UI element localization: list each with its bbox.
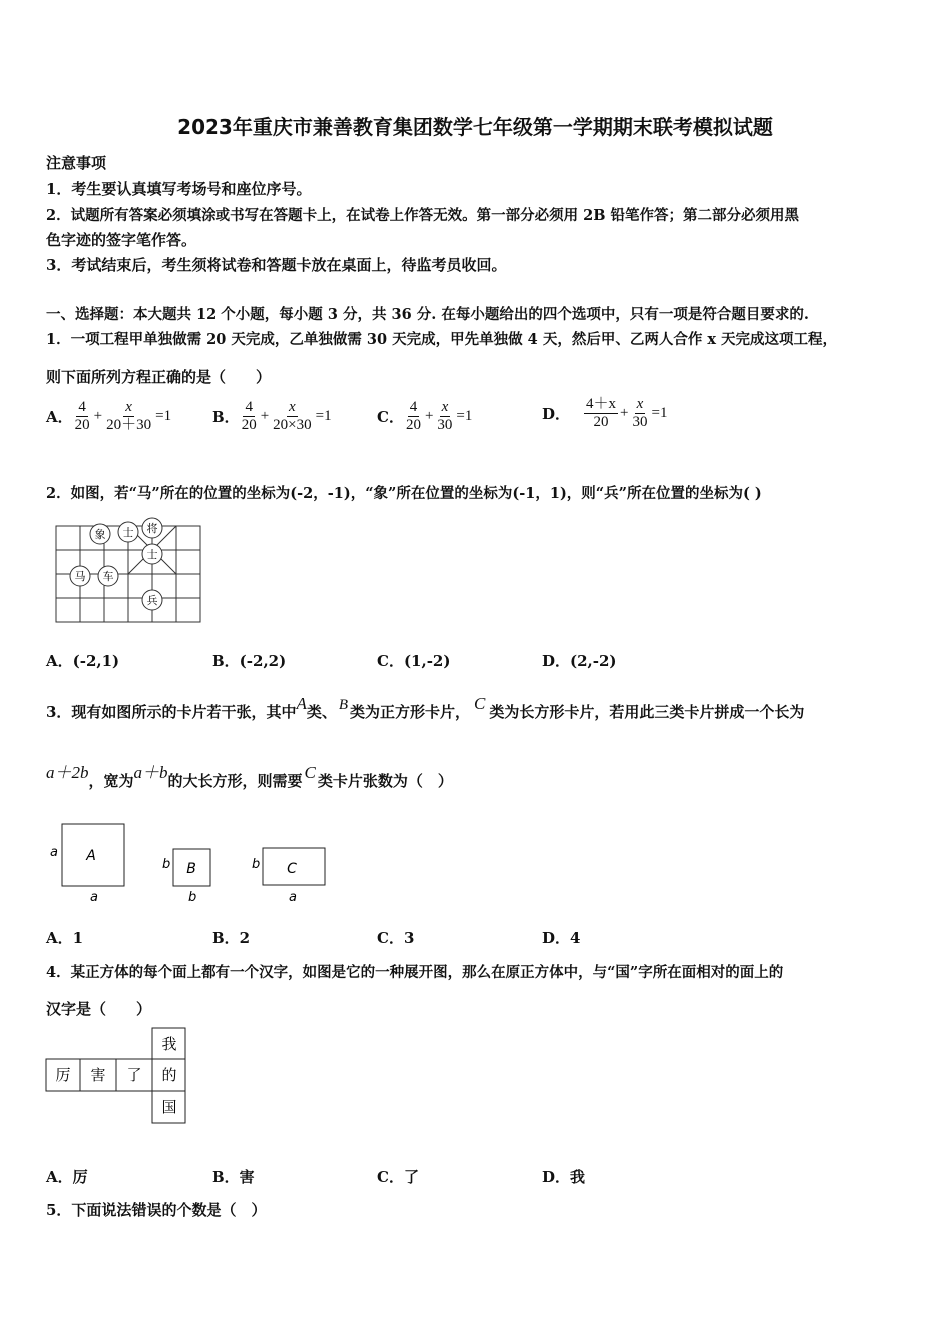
math-expr: a＋2b bbox=[46, 763, 89, 782]
q4-option-c[interactable]: C．了 bbox=[377, 1168, 419, 1186]
q3-stem bbox=[46, 684, 804, 732]
numerator: x bbox=[635, 396, 646, 414]
card-a bbox=[50, 824, 124, 905]
q4-option-b[interactable]: B．害 bbox=[212, 1168, 255, 1186]
numerator: 4 bbox=[408, 399, 420, 417]
chess-piece-bing bbox=[142, 590, 162, 610]
q3-text: 类为长方形卡片，若用此三类卡片拼成一个长为 bbox=[489, 703, 805, 721]
q3-option-d[interactable]: D．4 bbox=[542, 929, 581, 947]
chess-piece-shi bbox=[118, 522, 138, 542]
q3-text: 类卡片张数为（ ） bbox=[317, 772, 453, 790]
cube-net-figure bbox=[44, 1026, 194, 1126]
notice-item-2: 2．试题所有答案必须填涂或书写在答题卡上，在试卷上作答无效。第一部分必须用 2B 铅笔作答；第二部分必须用黑 bbox=[46, 207, 800, 224]
side-label: a bbox=[90, 890, 98, 905]
side-label: a bbox=[289, 890, 297, 905]
fraction bbox=[104, 399, 153, 435]
fraction bbox=[240, 399, 259, 435]
plus-sign: + bbox=[260, 408, 270, 425]
numerator: 4 bbox=[243, 399, 255, 417]
equals-one: =1 bbox=[651, 405, 668, 422]
equals-one: =1 bbox=[155, 408, 172, 425]
piece-label: 士 bbox=[146, 548, 158, 561]
math-var: A bbox=[296, 694, 307, 713]
notice-heading: 注意事项 bbox=[46, 154, 107, 172]
chess-piece-ma bbox=[70, 566, 90, 586]
chess-piece-che bbox=[98, 566, 118, 586]
numerator: x bbox=[287, 399, 298, 417]
math-var: C bbox=[304, 763, 316, 782]
card-b bbox=[162, 849, 210, 905]
denominator: 20×30 bbox=[273, 417, 312, 434]
q2-option-a[interactable]: A．(-2,1) bbox=[46, 652, 120, 670]
numerator: x bbox=[440, 399, 451, 417]
fraction bbox=[271, 399, 313, 435]
q5-stem: 5．下面说法错误的个数是（ ） bbox=[46, 1201, 267, 1219]
side-label: a bbox=[50, 845, 58, 860]
equals-one: =1 bbox=[456, 408, 473, 425]
denominator: 30 bbox=[437, 417, 453, 434]
option-label: B． bbox=[212, 408, 240, 427]
option-label: A． bbox=[46, 408, 73, 427]
q2-option-c[interactable]: C．(1,-2) bbox=[377, 652, 451, 670]
piece-label: 车 bbox=[102, 570, 114, 583]
piece-label: 将 bbox=[146, 522, 158, 535]
denominator: 30 bbox=[632, 414, 648, 431]
q3-text: ，宽为 bbox=[88, 772, 134, 790]
q3-text: 的大长方形，则需要 bbox=[167, 772, 303, 790]
plus-sign: + bbox=[620, 405, 629, 422]
q3-text: 3．现有如图所示的卡片若干张，其中 bbox=[46, 703, 297, 721]
piece-label: 马 bbox=[74, 570, 86, 583]
q1-stem: 1．一项工程甲单独做需 20 天完成，乙单独做需 30 天完成，甲先单独做 4 天，然后甲、乙两人合作 x 天完成这项工程， bbox=[46, 331, 838, 348]
side-label: b bbox=[252, 857, 261, 872]
numerator: x bbox=[123, 399, 134, 417]
q1-option-c[interactable] bbox=[377, 399, 474, 435]
q3-stem-cont bbox=[46, 753, 453, 801]
chess-piece-jiang bbox=[142, 518, 162, 538]
q4-stem-cont: 汉字是（ ） bbox=[46, 1000, 152, 1018]
section-heading: 一、选择题：本大题共 12 个小题，每小题 3 分，共 36 分. 在每小题给出的四个选项中，只有一项是符合题目要求的. bbox=[46, 306, 809, 323]
q3-option-b[interactable]: B．2 bbox=[212, 929, 251, 947]
chessboard-figure bbox=[52, 516, 204, 628]
q1-option-d[interactable] bbox=[542, 396, 669, 432]
q4-stem: 4．某正方体的每个面上都有一个汉字，如图是它的一种展开图，那么在原正方体中，与“国”字所在面相对的面上的 bbox=[46, 964, 784, 981]
q1-option-b[interactable] bbox=[212, 399, 334, 435]
denominator: 20 bbox=[241, 417, 257, 434]
side-label: b bbox=[188, 890, 197, 905]
q4-option-d[interactable]: D．我 bbox=[542, 1168, 586, 1186]
math-expr: a＋b bbox=[133, 763, 168, 782]
chess-piece-shi bbox=[142, 544, 162, 564]
card-c bbox=[252, 848, 325, 905]
plus-sign: + bbox=[424, 408, 434, 425]
q1-stem-cont: 则下面所列方程正确的是（ ） bbox=[46, 368, 272, 386]
chess-piece-xiang bbox=[90, 524, 110, 544]
math-var: B bbox=[338, 697, 349, 713]
piece-label: 士 bbox=[122, 526, 134, 539]
net-cell-guo: 国 bbox=[161, 1098, 177, 1116]
notice-item-2-cont: 色字迹的签字笔作答。 bbox=[46, 231, 197, 249]
q3-text: 类、 bbox=[306, 703, 337, 721]
numerator: 4＋x bbox=[584, 396, 618, 414]
card-label: A bbox=[86, 848, 96, 864]
denominator: 20 bbox=[74, 417, 90, 434]
plus-sign: + bbox=[93, 408, 103, 425]
fraction bbox=[631, 396, 650, 432]
numerator: 4 bbox=[76, 399, 88, 417]
net-cell-hai: 害 bbox=[90, 1066, 106, 1084]
q4-option-a[interactable]: A．厉 bbox=[46, 1168, 88, 1186]
q1-option-a[interactable] bbox=[46, 399, 173, 435]
q2-option-d[interactable]: D．(2,-2) bbox=[542, 652, 617, 670]
fraction bbox=[435, 399, 454, 435]
side-label: b bbox=[162, 857, 171, 872]
cards-figure bbox=[44, 818, 344, 910]
card-label: B bbox=[186, 861, 196, 877]
equals-one: =1 bbox=[315, 408, 332, 425]
notice-item-1: 1．考生要认真填写考场号和座位序号。 bbox=[46, 180, 312, 198]
option-label: D． bbox=[542, 405, 571, 424]
net-cell-de: 的 bbox=[161, 1066, 177, 1084]
net-cell-wo: 我 bbox=[161, 1035, 177, 1053]
piece-label: 兵 bbox=[146, 594, 158, 607]
piece-label: 象 bbox=[94, 528, 106, 541]
q3-text: 类为正方形卡片， bbox=[350, 703, 471, 721]
net-cell-le: 了 bbox=[126, 1066, 142, 1084]
denominator: 20 bbox=[405, 417, 421, 434]
q3-option-c[interactable]: C．3 bbox=[377, 929, 415, 947]
q2-option-b[interactable]: B．(-2,2) bbox=[212, 652, 287, 670]
fraction bbox=[73, 399, 92, 435]
math-var: C bbox=[474, 694, 486, 713]
option-label: C． bbox=[377, 408, 404, 427]
fraction bbox=[584, 396, 618, 432]
notice-item-3: 3．考试结束后，考生须将试卷和答题卡放在桌面上，待监考员收回。 bbox=[46, 256, 507, 274]
denominator: 20＋30 bbox=[106, 417, 152, 434]
fraction bbox=[404, 399, 423, 435]
net-cell-li: 厉 bbox=[55, 1066, 71, 1084]
q3-option-a[interactable]: A．1 bbox=[46, 929, 84, 947]
denominator: 20 bbox=[593, 414, 609, 431]
card-label: C bbox=[287, 861, 297, 877]
q2-stem: 2．如图，若“马”所在的位置的坐标为(-2，-1)，“象”所在位置的坐标为(-1，1)，则“兵”所在位置的坐标为( ) bbox=[46, 485, 762, 502]
page-title: 2023年重庆市兼善教育集团数学七年级第一学期期末联考模拟试题 bbox=[177, 115, 773, 139]
